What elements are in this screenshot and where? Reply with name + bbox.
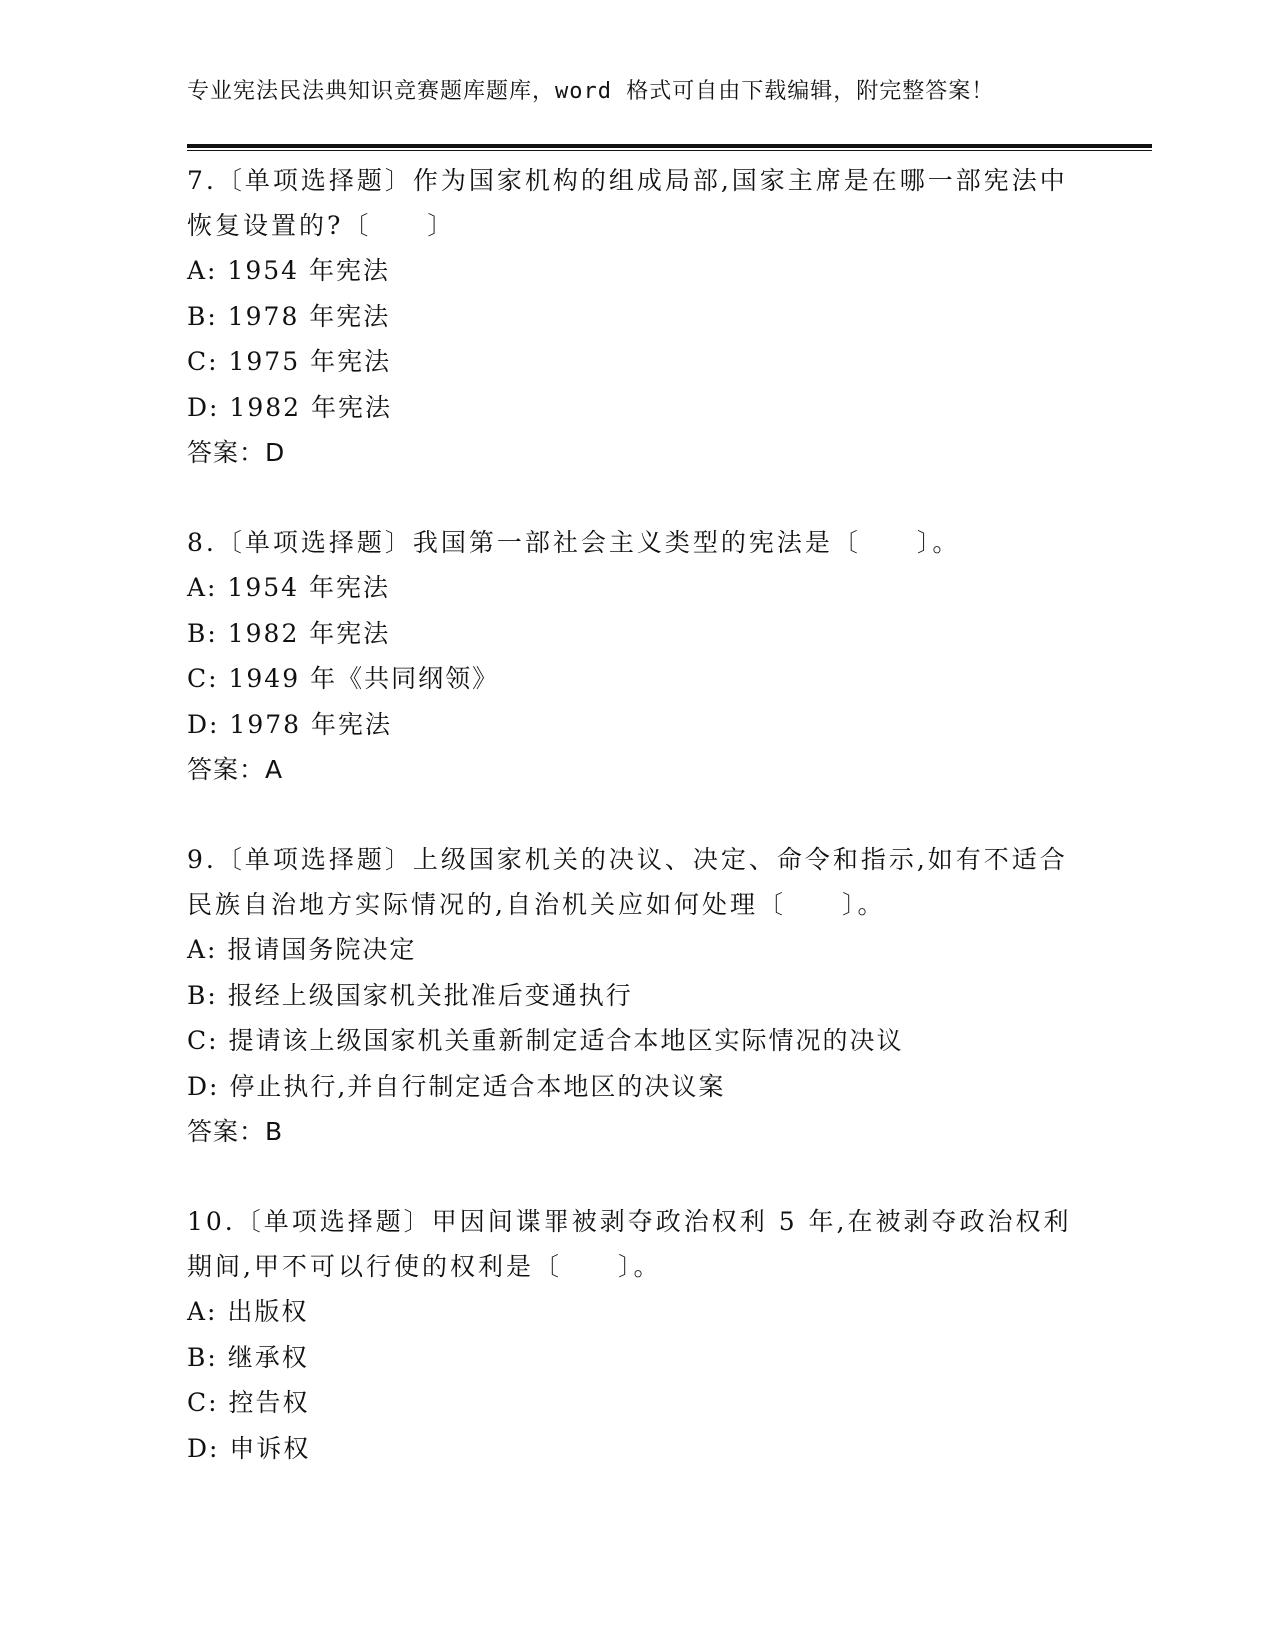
option-d: D: 申诉权: [187, 1433, 311, 1463]
answer-label: 答案：A: [187, 755, 284, 784]
option-c: C: 控告权: [187, 1388, 310, 1417]
option-c: C: 1975 年宪法: [187, 347, 392, 376]
question-7: [187, 158, 1087, 475]
question-8: [187, 520, 1087, 792]
option-c: C: 1949 年《共同纲领》: [187, 664, 500, 693]
question-list: [187, 158, 1087, 1516]
header-rule-thin: [187, 150, 1152, 151]
page-header: 专业宪法民法典知识竞赛题库题库，word 格式可自由下载编辑，附完整答案！: [187, 79, 995, 104]
option-c: C: 提请该上级国家机关重新制定适合本地区实际情况的决议: [187, 1026, 904, 1055]
question-text: 9.〔单项选择题〕上级国家机关的决议、决定、命令和指示,如有不适合民族自治地方实际情况的,自治机关应如何处理〔 〕。: [187, 845, 1068, 919]
option-d: D: 1978 年宪法: [187, 709, 392, 739]
option-b: B: 报经上级国家机关批准后变通执行: [187, 980, 633, 1010]
option-d: D: 1982 年宪法: [187, 392, 392, 422]
question-text: 8.〔单项选择题〕我国第一部社会主义类型的宪法是〔 〕。: [187, 528, 961, 557]
question-text: 7.〔单项选择题〕作为国家机构的组成局部,国家主席是在哪一部宪法中恢复设置的?〔 〕: [187, 166, 1068, 240]
question-text: 10.〔单项选择题〕甲因间谍罪被剥夺政治权利 5 年,在被剥夺政治权利期间,甲不可以行使的权利是〔 〕。: [187, 1207, 1072, 1281]
option-a: A: 报请国务院决定: [187, 935, 417, 964]
answer-label: 答案：B: [187, 1117, 284, 1146]
option-a: A: 1954 年宪法: [187, 573, 390, 602]
option-b: B: 1978 年宪法: [187, 301, 391, 331]
header-rule-thick: [187, 144, 1152, 148]
answer-label: 答案：D: [187, 438, 286, 467]
question-10: [187, 1199, 1087, 1471]
option-a: A: 1954 年宪法: [187, 256, 390, 285]
option-a: A: 出版权: [187, 1297, 309, 1326]
option-b: B: 1982 年宪法: [187, 618, 391, 648]
question-9: [187, 837, 1087, 1154]
option-b: B: 继承权: [187, 1342, 309, 1372]
option-d: D: 停止执行,并自行制定适合本地区的决议案: [187, 1071, 726, 1101]
